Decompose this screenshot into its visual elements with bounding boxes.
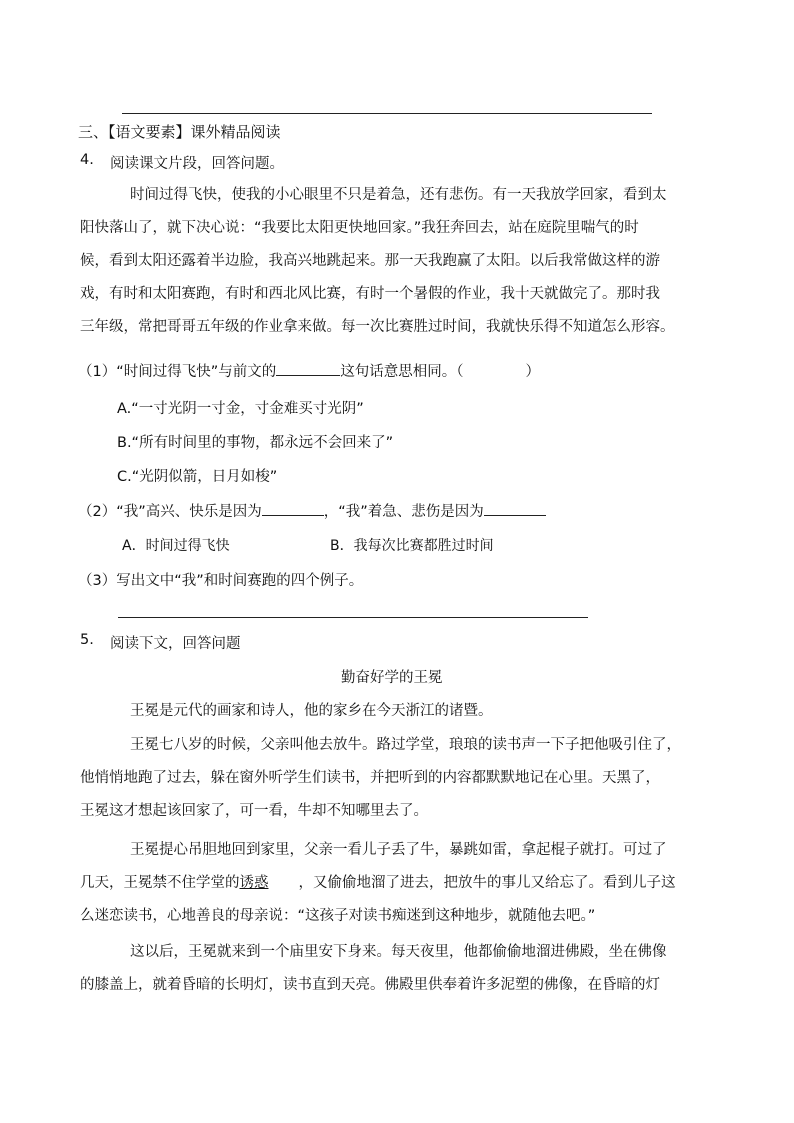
passage-line: 三年级，常把哥哥五年级的作业拿来做。每一次比赛胜过时间，我就快乐得不知道怎么形容。	[80, 319, 675, 335]
article-line: 他悄悄地跑了过去，躲在窗外听学生们读书，并把听到的内容都默默地记在心里。天黑了，	[80, 770, 660, 786]
article-title: 勤奋好学的王冕	[341, 670, 443, 686]
sub-question-1-suffix: 这句话意思相同。（	[340, 364, 464, 381]
question-4-passage	[80, 179, 720, 344]
article-line-part: 几天，王冕禁不住学堂的	[80, 875, 240, 891]
underlined-word: 诱惑	[239, 875, 269, 891]
sub-question-2-part1: （2）“我”高兴、快乐是因为	[78, 504, 262, 521]
sub-question-1-close: ）	[525, 364, 540, 381]
article-line: 王冕这才想起该回家了，可一看，牛却不知哪里去了。	[80, 803, 428, 819]
article-line: 这以后，王冕就来到一个庙里安下身来。每天夜里，他都偷偷地溜进佛殿，坐在佛像	[130, 944, 667, 960]
article-line-part: ，又偷偷地溜了进去，把放牛的事儿又给忘了。看到儿子这	[298, 875, 676, 891]
passage-line: 戏，有时和太阳赛跑，有时和西北风比赛，有时一个暑假的作业，我十天就做完了。那时我	[80, 286, 660, 302]
question-5-instruction: 阅读下文，回答问题	[110, 636, 241, 652]
question-5-number: 5.	[80, 632, 94, 648]
answer-blank[interactable]	[262, 500, 324, 516]
answer-line-top	[122, 113, 652, 114]
passage-line: 阳快落山了，就下决心说：“我要比太阳更快地回家。”我狂奔回去，站在庭院里喘气的时	[80, 220, 639, 236]
passage-line: 时间过得飞快，使我的小心眼里不只是着急，还有悲伤。有一天我放学回家，看到太	[130, 187, 667, 203]
sub-question-2-option-a: A．时间过得飞快	[122, 538, 230, 554]
sub-question-1	[78, 360, 540, 381]
option-a: A.“一寸光阴一寸金，寸金难买寸光阴”	[117, 401, 364, 417]
question-4-instruction: 阅读课文片段，回答问题。	[110, 156, 284, 172]
article-line: 的膝盖上，就着昏暗的长明灯，读书直到天亮。佛殿里供奉着许多泥塑的佛像，在昏暗的灯	[80, 977, 660, 993]
article-line	[80, 867, 720, 900]
question-4-number: 4.	[80, 152, 94, 168]
passage-line: 候，看到太阳还露着半边脸，我高兴地跳起来。那一天我跑赢了太阳。以后我常做这样的游	[80, 253, 660, 269]
option-b: B.“所有时间里的事物，都永远不会回来了”	[117, 435, 394, 451]
article-paragraph-4	[80, 936, 720, 1002]
answer-blank[interactable]	[484, 500, 546, 516]
sub-question-3: （3）写出文中“我”和时间赛跑的四个例子。	[78, 573, 364, 589]
article-line: 王冕提心吊胆地回到家里，父亲一看儿子丢了牛，暴跳如雷，拿起棍子就打。可过了	[130, 842, 667, 858]
answer-line-3[interactable]	[118, 617, 588, 618]
sub-question-2-option-b: B．我每次比赛都胜过时间	[330, 538, 494, 554]
article-paragraph-2	[80, 729, 720, 828]
article-paragraph-3	[80, 834, 720, 933]
option-c: C.“光阴似箭，日月如梭”	[117, 469, 278, 485]
sub-question-2	[78, 500, 546, 521]
article-line: 王冕是元代的画家和诗人，他的家乡在今天浙江的诸暨。	[130, 703, 493, 719]
article-line: 王冕七八岁的时候，父亲叫他去放牛。路过学堂，琅琅的读书声一下子把他吸引住了，	[130, 737, 681, 753]
answer-blank[interactable]	[276, 360, 340, 376]
sub-question-1-prefix: （1）“时间过得飞快”与前文的	[78, 364, 277, 381]
section-heading: 三、【语文要素】课外精品阅读	[78, 123, 281, 141]
sub-question-2-part2: ，“我”着急、悲伤是因为	[323, 504, 484, 521]
article-paragraph-1	[80, 695, 720, 728]
article-line: 么迷恋读书，心地善良的母亲说：“这孩子对读书痴迷到这种地步，就随他去吧。”	[80, 908, 596, 924]
